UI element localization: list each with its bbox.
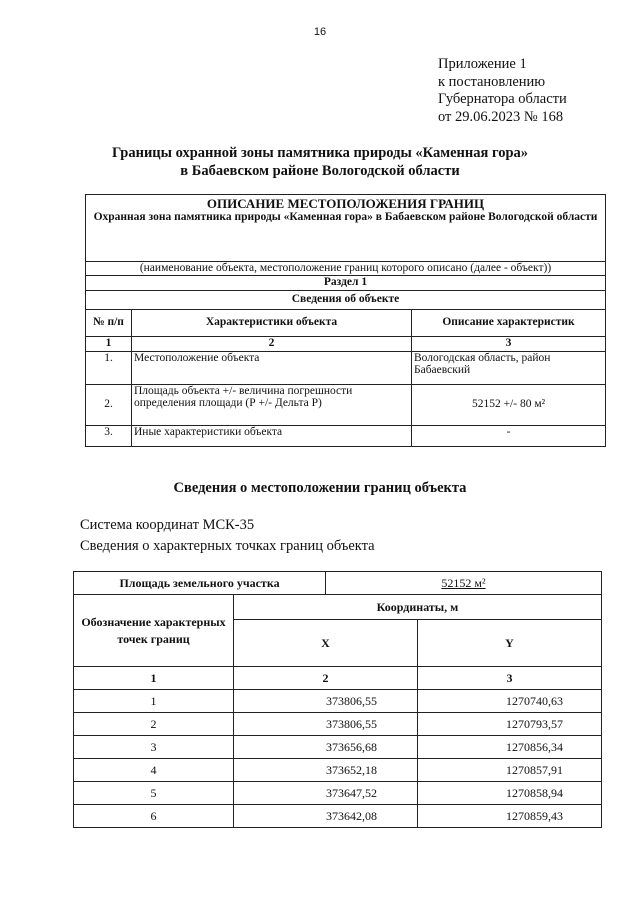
coords-label: Координаты, м (234, 595, 602, 620)
appendix-block (438, 56, 567, 126)
title-line: Границы охранной зоны памятника природы «Каменная гора» (111, 145, 529, 161)
x-coordinate: 373806,55 (234, 713, 418, 736)
table-row (86, 195, 606, 262)
section-label: Раздел 1 (86, 275, 606, 290)
section-heading: Сведения о местоположении границ объекта (173, 480, 467, 496)
table-row (86, 336, 606, 351)
appendix-line: Приложение 1 (438, 56, 527, 72)
col-header: Характеристики объекта (132, 309, 412, 336)
table-heading (86, 195, 606, 262)
table-row (74, 713, 602, 736)
col-number: 1 (86, 336, 132, 351)
table-row (74, 572, 602, 595)
characteristic-description: - (412, 425, 606, 446)
point-id: 1 (74, 690, 234, 713)
characteristic-description: 52152 +/- 80 м² (412, 384, 606, 425)
col-header: № п/п (86, 309, 132, 336)
x-coordinate: 373647,52 (234, 782, 418, 805)
table-row (74, 805, 602, 828)
y-coordinate: 1270859,43 (418, 805, 602, 828)
col-number: 1 (74, 667, 234, 690)
row-number: 2. (86, 384, 132, 425)
table-row (86, 351, 606, 384)
object-description-table (85, 194, 606, 447)
table-row (74, 759, 602, 782)
coordinates-table (73, 571, 602, 828)
characteristic: Площадь объекта +/- величина погрешности определения площади (Р +/- Дельта Р) (132, 384, 412, 425)
col-number: 3 (412, 336, 606, 351)
coordinate-system: Система координат МСК-35 (80, 517, 255, 533)
y-label: Y (418, 620, 602, 667)
col-number: 2 (132, 336, 412, 351)
page-number: 16 (313, 26, 327, 38)
y-coordinate: 1270856,34 (418, 736, 602, 759)
appendix-line: Губернатора области (438, 91, 567, 107)
x-coordinate: 373806,55 (234, 690, 418, 713)
table-row (86, 384, 606, 425)
table-header-row (74, 595, 602, 620)
point-id: 2 (74, 713, 234, 736)
x-label: X (234, 620, 418, 667)
table-row (86, 425, 606, 446)
point-id: 4 (74, 759, 234, 782)
table-row (86, 290, 606, 309)
x-coordinate: 373652,18 (234, 759, 418, 782)
area-value: 52152 м² (326, 572, 602, 595)
characteristic: Местоположение объекта (132, 351, 412, 384)
y-coordinate: 1270858,94 (418, 782, 602, 805)
col-number: 3 (418, 667, 602, 690)
point-id: 6 (74, 805, 234, 828)
table-row (74, 667, 602, 690)
row-number: 3. (86, 425, 132, 446)
document-title (0, 144, 640, 180)
appendix-line: от 29.06.2023 № 168 (438, 108, 564, 125)
characteristic-description: Вологодская область, район Бабаевский (412, 351, 606, 384)
x-coordinate: 373642,08 (234, 805, 418, 828)
section-title: Сведения об объекте (86, 290, 606, 309)
y-coordinate: 1270740,63 (418, 690, 602, 713)
appendix-line: к постановлению (438, 73, 546, 90)
title-line: в Бабаевском районе Вологодской области (180, 163, 460, 179)
table-row (74, 736, 602, 759)
table-row (74, 782, 602, 805)
table-row (86, 275, 606, 290)
area-label: Площадь земельного участка (74, 572, 326, 595)
table-row (86, 262, 606, 276)
point-label: Обозначение характерных точек границ (74, 595, 234, 667)
table-subheading: Охранная зона памятника природы «Каменная гора» в Бабаевском районе Вологодской области (93, 211, 598, 223)
table-header-row (86, 309, 606, 336)
y-coordinate: 1270793,57 (418, 713, 602, 736)
col-header: Описание характеристик (412, 309, 606, 336)
points-caption: Сведения о характерных точках границ объекта (80, 538, 375, 554)
table-row (74, 690, 602, 713)
row-number: 1. (86, 351, 132, 384)
point-id: 3 (74, 736, 234, 759)
x-coordinate: 373656,68 (234, 736, 418, 759)
col-number: 2 (234, 667, 418, 690)
table-heading-text: ОПИСАНИЕ МЕСТОПОЛОЖЕНИЯ ГРАНИЦ (206, 196, 485, 211)
object-note: (наименование объекта, местоположение границ которого описано (далее - объект)) (86, 262, 606, 276)
point-id: 5 (74, 782, 234, 805)
y-coordinate: 1270857,91 (418, 759, 602, 782)
characteristic: Иные характеристики объекта (132, 425, 412, 446)
